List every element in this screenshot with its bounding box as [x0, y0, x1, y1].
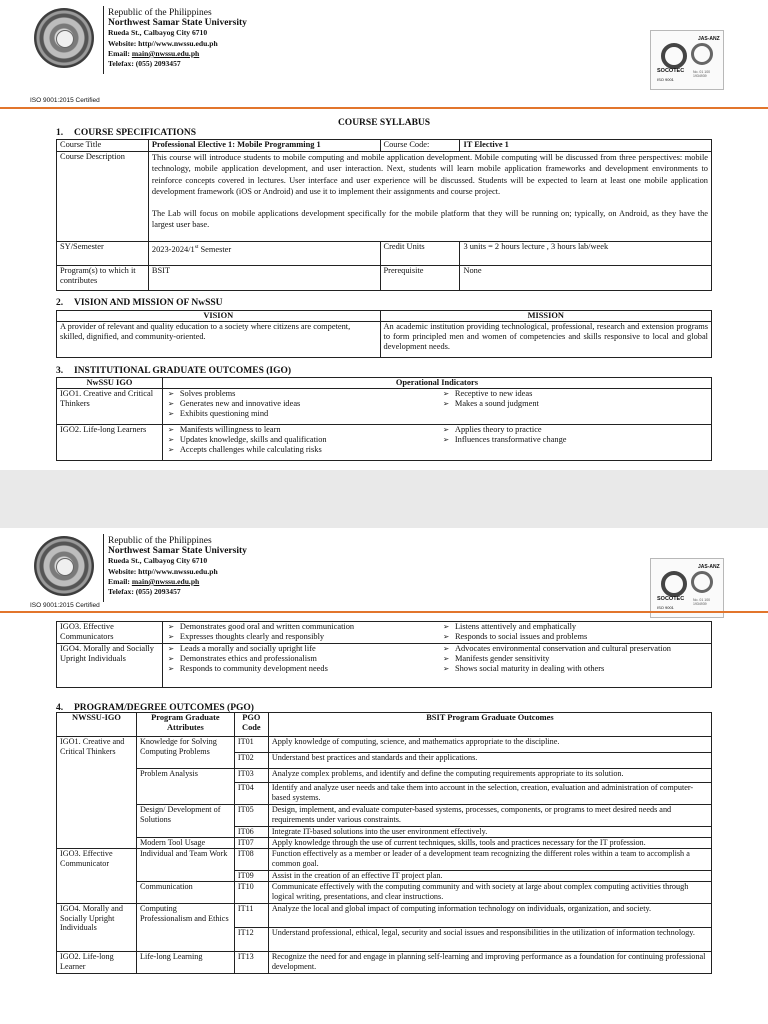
vision-mission-table: [56, 310, 712, 358]
pgo-attribute: Individual and Team Work: [136, 849, 234, 882]
pgo-row: [57, 849, 712, 871]
pgo-row: [57, 882, 712, 904]
course-code-label: Course Code:: [380, 140, 460, 152]
email-label: Email:: [108, 48, 132, 58]
course-code-value: IT Elective 1: [460, 140, 712, 152]
letterhead: [0, 528, 768, 610]
indicator-item: ➢ Influences transformative change: [441, 435, 708, 445]
pgo-code: IT09: [234, 871, 268, 882]
pgo-code: IT03: [234, 769, 268, 783]
pgo-code: IT13: [234, 952, 268, 974]
course-specifications-table: [56, 139, 712, 291]
website-text: Website: http//www.nwssu.edu.ph: [108, 38, 218, 48]
pgo-row: [57, 904, 712, 928]
pgo-code: IT10: [234, 882, 268, 904]
pgo-row: [57, 737, 712, 753]
section-heading-1: 1. COURSE SPECIFICATIONS: [56, 128, 197, 138]
letterhead: [0, 0, 768, 82]
pgo-code: IT06: [234, 827, 268, 838]
pgo-igo-name: IGO4. Morally and Socially Upright Individuals: [57, 904, 137, 952]
indicator-item: ➢ Advocates environmental conservation and cultural preservation: [441, 644, 708, 654]
pgo-attribute: Problem Analysis: [136, 769, 234, 805]
section-heading-3: 3. INSTITUTIONAL GRADUATE OUTCOMES (IGO): [56, 366, 292, 376]
mission-heading: MISSION: [380, 311, 712, 322]
pgo-code: IT07: [234, 838, 268, 849]
igo-row: [57, 389, 712, 425]
jas-anz-mark: JAS-ANZ: [698, 564, 720, 570]
pgo-code: IT02: [234, 753, 268, 769]
indicator-item: ➢ Updates knowledge, skills and qualification: [166, 435, 435, 445]
course-description-value: This course will introduce students to mobile computing and mobile application development. Mobile computing will be discussed from three perspectives: mobile technology, mobile application development, and user interaction. Next, students will learn mobile application frameworks and development environments to reinforce concepts covered in lectures. User interface and user experience will be discussed. Students will be expected to learn at least one mobile application development framework (iOS or Android) and use it to implement their assignments and course project. The Lab will focus on mobile applications development specifically for the mobile platform that they will be running on; typically, on Android, as they have the largest user base.: [148, 152, 711, 242]
website-text: Website: http//www.nwssu.edu.ph: [108, 566, 218, 576]
pgo-outcome: Recognize the need for and engage in planning self-learning and improving performance as a foundation for continuing professional development.: [268, 952, 711, 974]
pgo-code: IT01: [234, 737, 268, 753]
republic-text: Republic of the Philippines: [108, 8, 212, 18]
pgo-outcome: Integrate IT-based solutions into the user environment effectively.: [268, 827, 711, 838]
letterhead-address: [108, 536, 247, 597]
indicator-item: ➢ Listens attentively and emphatically: [441, 622, 708, 632]
indicator-item: ➢ Leads a morally and socially upright life: [166, 644, 435, 654]
igo-row: [57, 644, 712, 688]
pgo-outcome: Assist in the creation of an effective IT project plan.: [268, 871, 711, 882]
pgo-attribute: Modern Tool Usage: [136, 838, 234, 849]
indicator-item: ➢ Accepts challenges while calculating risks: [166, 445, 435, 455]
pgo-code: IT11: [234, 904, 268, 928]
pgo-igo-name: IGO1. Creative and Critical Thinkers: [57, 737, 137, 849]
vision-heading: VISION: [57, 311, 381, 322]
program-label: Program(s) to which it contributes: [57, 266, 149, 291]
pgo-outcome: Function effectively as a member or leader of a development team recognizing the different roles within a team to accomplish a common goal.: [268, 849, 711, 871]
telefax-text: Telefax: (055) 2093457: [108, 587, 181, 597]
pgo-attribute: Communication: [136, 882, 234, 904]
pgo-outcome: Communicate effectively with the computing community and with society at large about complex computing activities through logical writing, presentations, and clear instructions.: [268, 882, 711, 904]
mission-text: An academic institution providing technological, professional, research and extension programs to form principled men and women of competencies and skills responsive to local and global development needs.: [380, 322, 712, 358]
telefax-text: Telefax: (055) 2093457: [108, 59, 181, 69]
credit-units-label: Credit Units: [380, 242, 460, 266]
university-seal-logo: [34, 8, 94, 68]
igo-name: IGO2. Life-long Learners: [57, 425, 163, 461]
course-title-label: Course Title: [57, 140, 149, 152]
pgo-head-igo: NWSSU-IGO: [57, 713, 137, 737]
credit-units-value: 3 units = 2 hours lecture , 3 hours lab/week: [460, 242, 712, 266]
pgo-head-code: PGO Code: [234, 713, 268, 737]
indicator-item: ➢ Responds to social issues and problems: [441, 632, 708, 642]
section-heading-2: 2. VISION AND MISSION OF NwSSU: [56, 298, 223, 308]
indicator-item: ➢ Expresses thoughts clearly and responsibly: [166, 632, 435, 642]
indicator-item: ➢ Manifests willingness to learn: [166, 425, 435, 435]
igo-name: IGO1. Creative and Critical Thinkers: [57, 389, 163, 425]
document-title: COURSE SYLLABUS: [337, 118, 431, 128]
university-seal-logo: [34, 536, 94, 596]
iso-certified-text: ISO 9001:2015 Certified: [30, 602, 100, 609]
prerequisite-label: Prerequisite: [380, 266, 460, 291]
igo-name: IGO3. Effective Communicators: [57, 622, 163, 644]
pgo-outcome: Analyze complex problems, and identify and define the computing requirements appropriate to its solution.: [268, 769, 711, 783]
indicator-item: ➢ Applies theory to practice: [441, 425, 708, 435]
igo-row: [57, 622, 712, 644]
pgo-outcome: Understand professional, ethical, legal, security and social issues and responsibilities in the utilization of information technology.: [268, 928, 711, 952]
pgo-attribute: Knowledge for Solving Computing Problems: [136, 737, 234, 769]
pgo-head-attributes: Program Graduate Attributes: [136, 713, 234, 737]
pgo-attribute: Computing Professionalism and Ethics: [136, 904, 234, 952]
syllabus-page-2: [0, 528, 768, 1024]
indicator-item: ➢ Solves problems: [166, 389, 435, 399]
indicator-item: ➢ Generates new and innovative ideas: [166, 399, 435, 409]
pgo-attribute: Design/ Development of Solutions: [136, 805, 234, 838]
indicator-item: ➢ Shows social maturity in dealing with others: [441, 664, 708, 674]
prerequisite-value: None: [460, 266, 712, 291]
pgo-outcome: Apply knowledge of computing, science, and mathematics appropriate to the discipline.: [268, 737, 711, 753]
course-description-label: Course Description: [57, 152, 149, 242]
indicator-item: ➢ Demonstrates ethics and professionalism: [166, 654, 435, 664]
pgo-code: IT05: [234, 805, 268, 827]
pgo-outcome: Identify and analyze user needs and take them into account in the selection, creation, evaluation and administration of computer-based systems.: [268, 783, 711, 805]
email-label: Email:: [108, 576, 132, 586]
indicator-item: ➢ Manifests gender sensitivity: [441, 654, 708, 664]
header-rule: [0, 611, 768, 613]
socotec-certification-logo: SOCOTEC ISO 9001 No. 01 100 1934939: [650, 30, 724, 90]
igo-name: IGO4. Morally and Socially Upright Individuals: [57, 644, 163, 688]
letterhead-divider: [103, 534, 104, 602]
section-heading-4: 4. PROGRAM/DEGREE OUTCOMES (PGO): [56, 703, 254, 713]
letterhead-address: [108, 8, 247, 69]
igo-row: [57, 425, 712, 461]
pgo-head-outcomes: BSIT Program Graduate Outcomes: [268, 713, 711, 737]
vision-text: A provider of relevant and quality education to a society where citizens are competent, skilled, dignified, and community-oriented.: [57, 322, 381, 358]
republic-text: Republic of the Philippines: [108, 536, 212, 546]
address-text: Rueda St., Calbayog City 6710: [108, 28, 208, 38]
indicator-item: ➢ Receptive to new ideas: [441, 389, 708, 399]
university-name: Northwest Samar State University: [108, 546, 247, 557]
indicator-item: ➢ Makes a sound judgment: [441, 399, 708, 409]
indicator-item: ➢ Demonstrates good oral and written communication: [166, 622, 435, 632]
address-text: Rueda St., Calbayog City 6710: [108, 556, 208, 566]
pgo-attribute: Life-long Learning: [136, 952, 234, 974]
pgo-outcome: Understand best practices and standards and their applications.: [268, 753, 711, 769]
university-name: Northwest Samar State University: [108, 18, 247, 29]
pgo-code: IT08: [234, 849, 268, 871]
sy-semester-value: 2023-2024/1st Semester: [148, 242, 380, 266]
igo-table: [56, 377, 712, 461]
course-title-value: Professional Elective 1: Mobile Programming 1: [148, 140, 380, 152]
indicator-item: ➢ Responds to community development needs: [166, 664, 435, 674]
operational-indicators-heading: Operational Indicators: [162, 378, 711, 389]
program-value: BSIT: [148, 266, 380, 291]
pgo-code: IT12: [234, 928, 268, 952]
header-rule: [0, 107, 768, 109]
pgo-code: IT04: [234, 783, 268, 805]
email-link[interactable]: main@nwssu.edu.ph: [131, 576, 200, 586]
letterhead-divider: [103, 6, 104, 74]
pgo-outcome: Design, implement, and evaluate computer-based systems, processes, components, or programs to meet desired needs and requirements under various constraints.: [268, 805, 711, 827]
pgo-outcome: Analyze the local and global impact of computing information technology on individuals, organization, and society.: [268, 904, 711, 928]
pgo-table: [56, 712, 712, 974]
syllabus-page-1: [0, 0, 768, 470]
igo-heading: NwSSU IGO: [57, 378, 163, 389]
socotec-certification-logo: SOCOTEC ISO 9001 No. 01 100 1934939: [650, 558, 724, 618]
igo-table-continued: [56, 621, 712, 688]
pgo-igo-name: IGO2. Life-long Learner: [57, 952, 137, 974]
pgo-row: [57, 952, 712, 974]
pgo-row: [57, 805, 712, 827]
iso-certified-text: ISO 9001:2015 Certified: [30, 97, 100, 104]
indicator-item: ➢ Exhibits questioning mind: [166, 409, 435, 419]
email-link[interactable]: main@nwssu.edu.ph: [131, 48, 200, 58]
pgo-outcome: Apply knowledge through the use of current techniques, skills, tools and practices necessary for the IT profession.: [268, 838, 711, 849]
pgo-igo-name: IGO3. Effective Communicator: [57, 849, 137, 904]
pgo-row: [57, 769, 712, 783]
pgo-row: [57, 838, 712, 849]
sy-semester-label: SY/Semester: [57, 242, 149, 266]
jas-anz-mark: JAS-ANZ: [698, 36, 720, 42]
